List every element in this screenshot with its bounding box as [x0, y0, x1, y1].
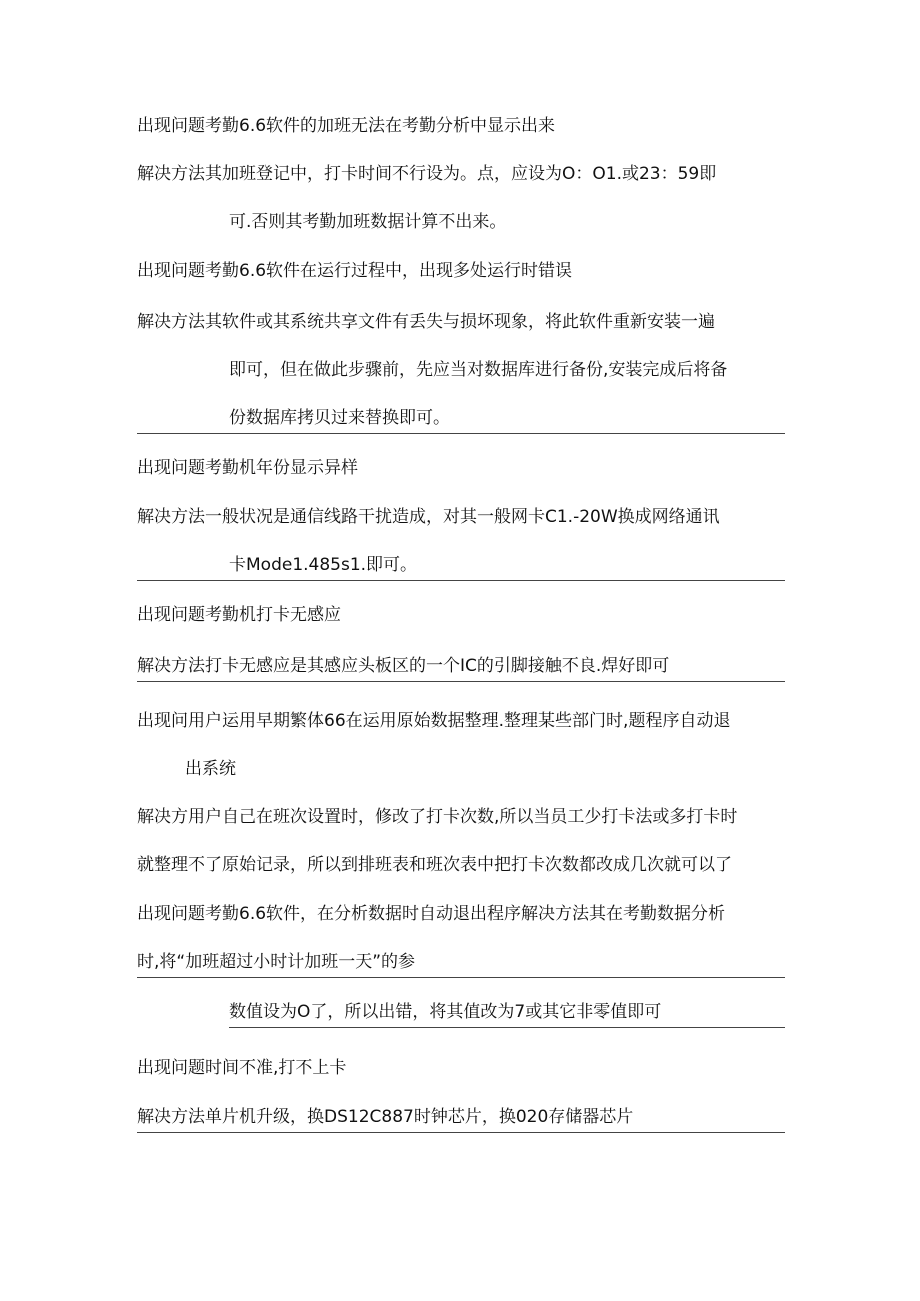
text-line: 份数据库拷贝过来替换即可。 [229, 408, 450, 428]
text-line: 就整理不了原始记录，所以到排班表和班次表中把打卡次数都改成几次就可以了 [137, 855, 732, 875]
divider [137, 433, 785, 434]
text-line: 即可，但在做此步骤前，先应当对数据库进行备份,安装完成后将备 [229, 360, 728, 380]
text-line: 解决方法一般状况是通信线路干扰造成，对其一般网卡C1.-20W换成网络通讯 [137, 507, 720, 527]
text-line: 出现问题时间不准,打不上卡 [137, 1058, 347, 1078]
text-line: 出现问题考勤6.6软件，在分析数据时自动退出程序解决方法其在考勤数据分析 [137, 904, 726, 924]
text-line: 出现问题考勤6.6软件在运行过程中，出现多处运行时错误 [137, 261, 573, 281]
divider [137, 977, 785, 978]
divider [137, 681, 785, 682]
divider [229, 1027, 785, 1028]
text-line: 解决方法其软件或其系统共享文件有丢失与损坏现象，将此软件重新安装一遍 [137, 312, 715, 332]
text-line: 时,将“加班超过小时计加班一天”的参 [137, 952, 416, 972]
text-line: 出现问用户运用早期繁体66在运用原始数据整理.整理某些部门时,题程序自动退 [137, 711, 731, 731]
text-line: 数值设为O了，所以出错，将其值改为7或其它非零值即可 [229, 1002, 662, 1022]
text-line: 解决方法其加班登记中，打卡时间不行设为。点，应设为O：O1.或23：59即 [137, 164, 717, 184]
text-line: 出系统 [185, 759, 236, 779]
text-line: 解决方法打卡无感应是其感应头板区的一个IC的引脚接触不良.焊好即可 [137, 656, 670, 676]
divider [137, 1132, 785, 1133]
text-line: 卡Mode1.485s1.即可。 [229, 555, 418, 575]
text-line: 出现问题考勤6.6软件的加班无法在考勤分析中显示出来 [137, 116, 556, 136]
text-line: 解决方用户自己在班次设置时，修改了打卡次数,所以当员工少打卡法或多打卡时 [137, 807, 738, 827]
text-line: 出现问题考勤机年份显示异样 [137, 458, 358, 478]
text-line: 解决方法单片机升级，换DS12C887时钟芯片，换020存储器芯片 [137, 1107, 634, 1127]
text-line: 可.否则其考勤加班数据计算不出来。 [229, 212, 507, 232]
divider [137, 580, 785, 581]
text-line: 出现问题考勤机打卡无感应 [137, 605, 341, 625]
